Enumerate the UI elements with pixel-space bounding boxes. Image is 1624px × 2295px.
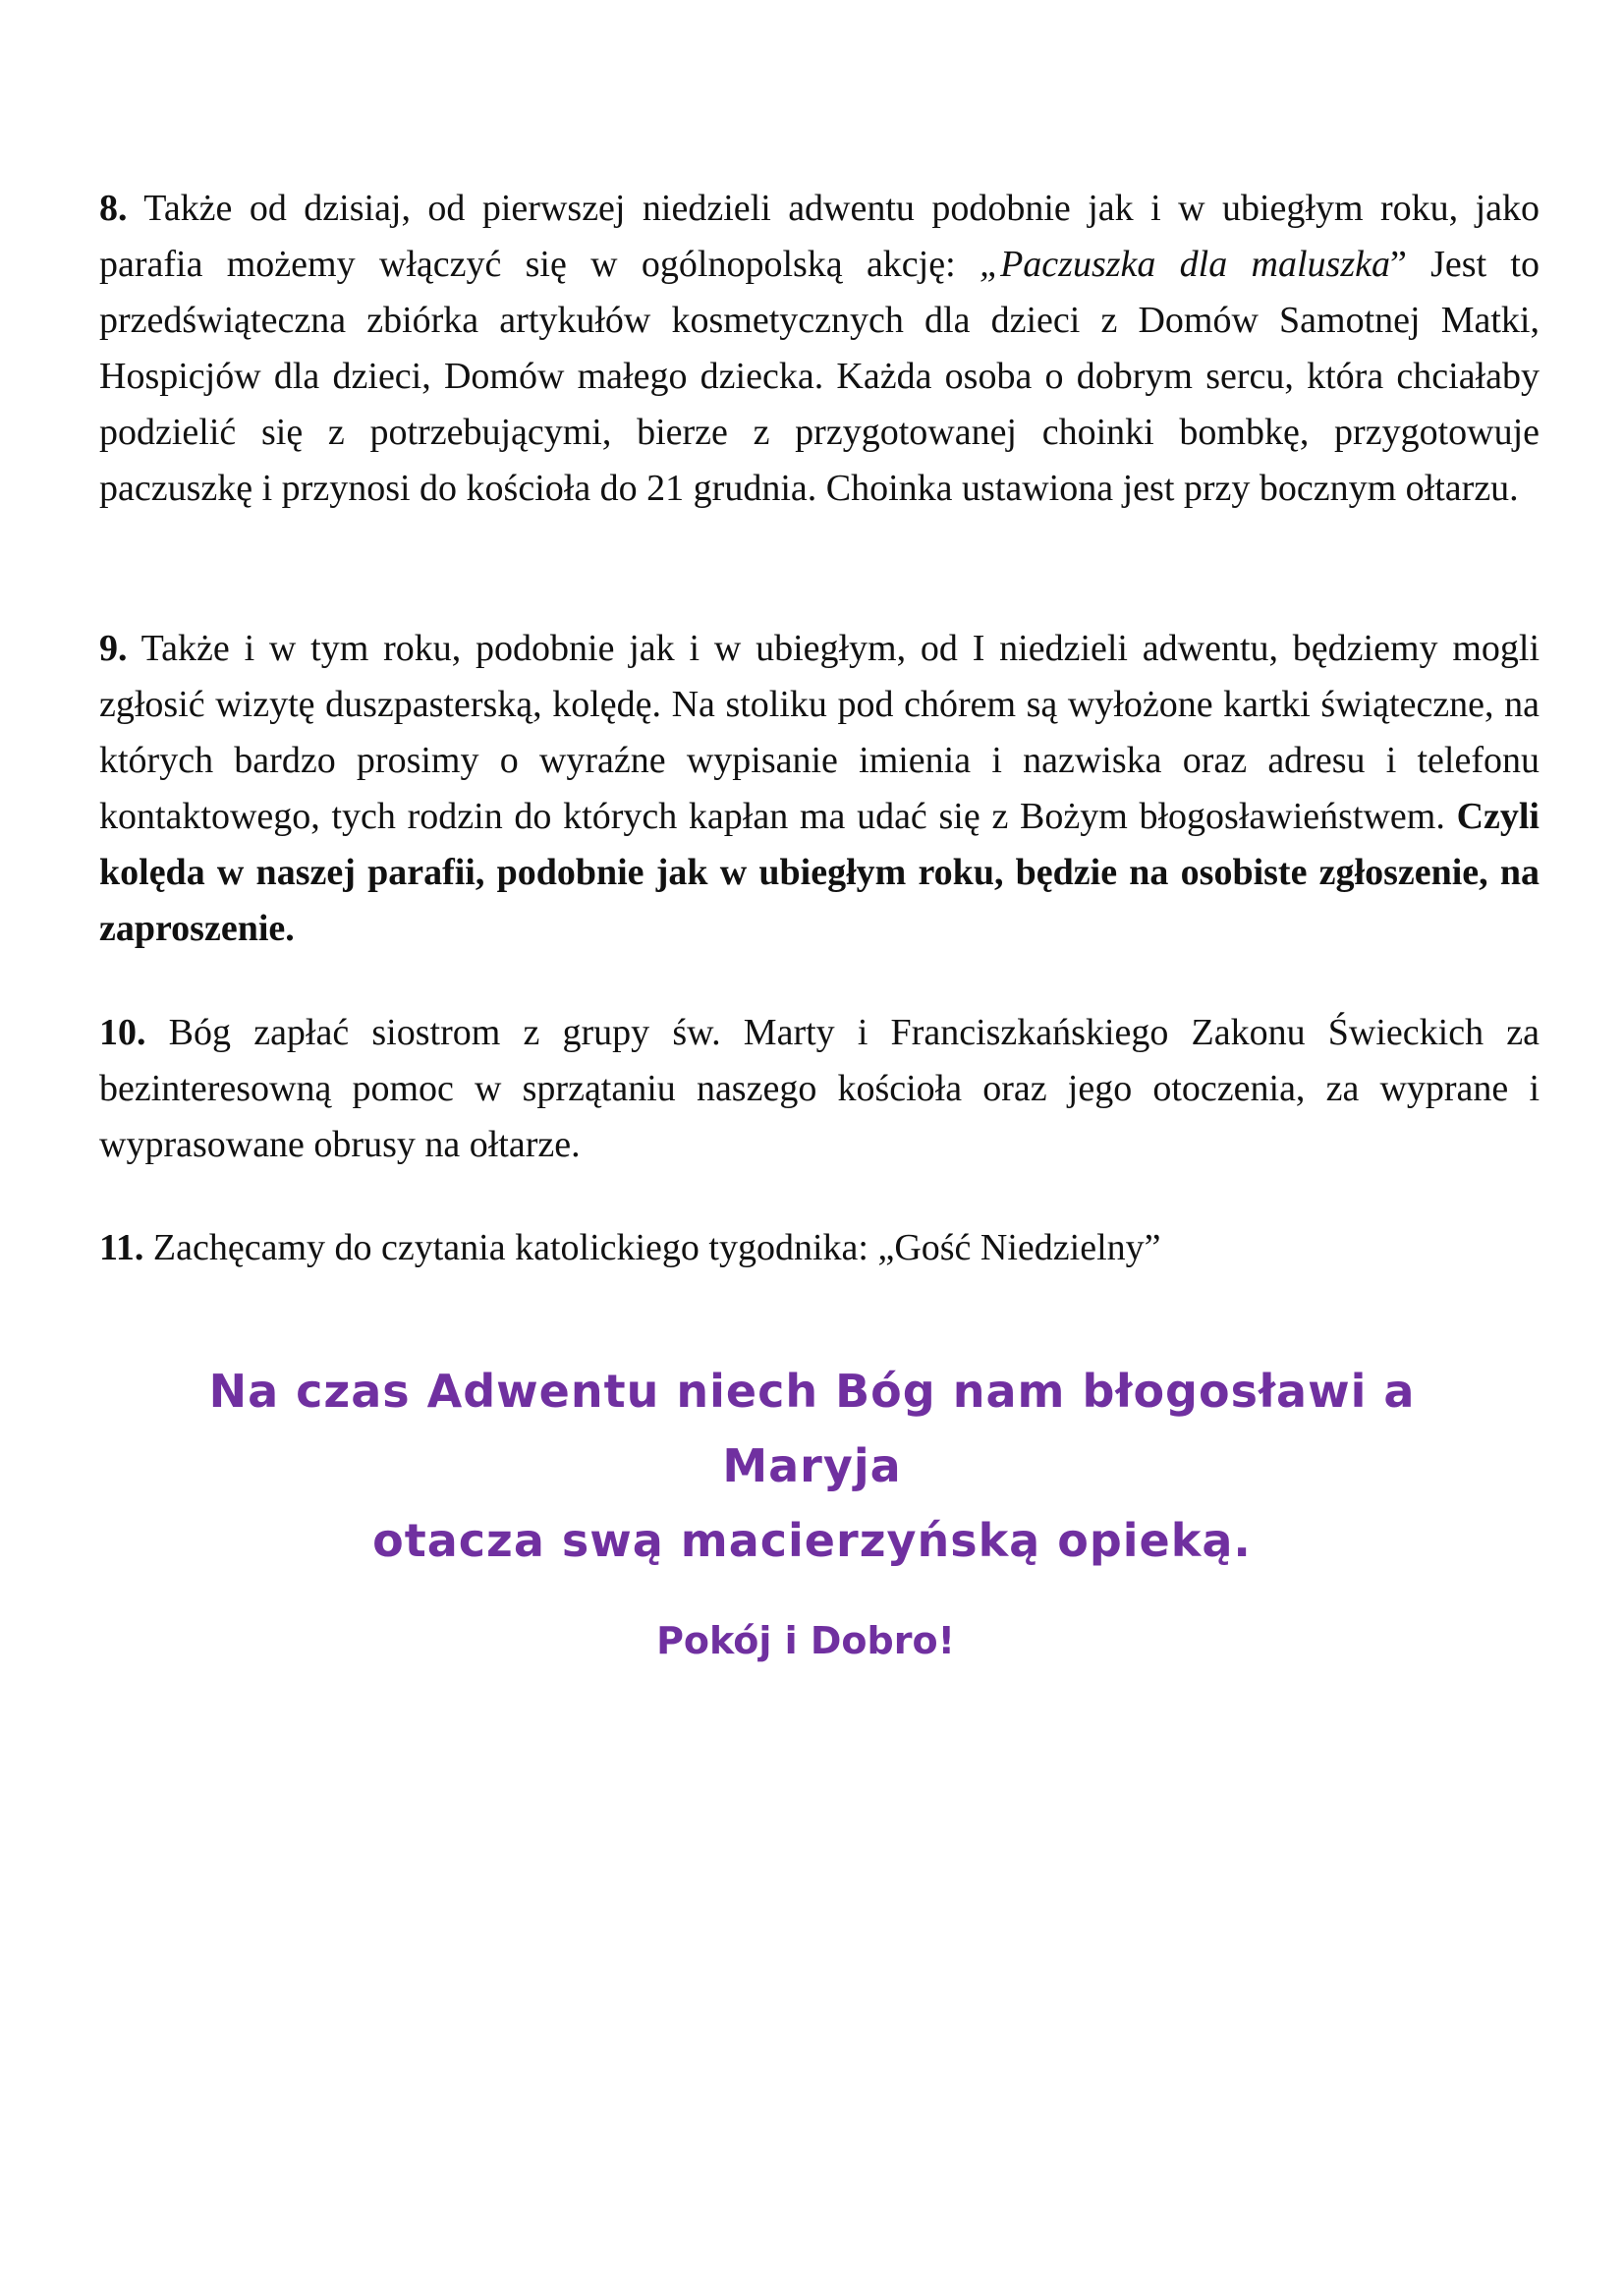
blessing-line-1: Na czas Adwentu niech Bóg nam błogosławi a Maryja — [208, 1365, 1416, 1492]
announcement-text: Także i w tym roku, podobnie jak i w ubiegłym, od I niedzieli adwentu, będziemy mogli zgłosić wizytę duszpasterską, kolędę. Na stoliku pod chórem są wyłożone kartki świąteczne, na których bardzo prosimy o wyraźne wypisanie imienia i nazwiska oraz adresu i telefonu kontaktowego, tych rodzin do których kapłan ma udać się z Bożym błogosławieństwem. — [99, 628, 1540, 837]
blessing-line-2: otacza swą macierzyńską opieką. — [372, 1514, 1252, 1567]
announcement-text: Zachęcamy do czytania katolickiego tygodnika: „Gość Niedzielny” — [143, 1227, 1161, 1268]
advent-blessing — [118, 1354, 1506, 1578]
announcement-emphasis: Czyli kolęda w naszej parafii, podobnie jak w ubiegłym roku, będzie na osobiste zgłoszenie, na zaproszenie. — [99, 796, 1540, 949]
peace-and-good: Pokój i Dobro! — [656, 1619, 955, 1662]
announcement-10 — [99, 1005, 1540, 1173]
announcement-8 — [99, 181, 1540, 517]
announcement-number: 10. — [99, 1012, 146, 1053]
campaign-name: „Paczuszka dla maluszka — [979, 244, 1390, 285]
announcement-text: Bóg zapłać siostrom z grupy św. Marty i Franciszkańskiego Zakonu Świeckich za bezinteresowną pomoc w sprzątaniu naszego kościoła oraz jego otoczenia, za wyprane i wyprasowane obrusy na ołtarze. — [99, 1012, 1540, 1165]
announcement-9 — [99, 621, 1540, 957]
announcement-text-continued: ” Jest to przedświąteczna zbiórka artykułów kosmetycznych dla dzieci z Domów Samotnej Matki, Hospicjów dla dzieci, Domów małego dziecka. Każda osoba o dobrym sercu, która chciałaby podzielić się z potrzebującymi, bierze z przygotowanej choinki bombkę, przygotowuje paczuszkę i przynosi do kościoła do 21 grudnia. Choinka ustawiona jest przy bocznym ołtarzu. — [99, 244, 1540, 509]
announcement-number: 11. — [99, 1227, 144, 1268]
announcement-number: 8. — [99, 188, 128, 229]
announcement-number: 9. — [99, 628, 128, 669]
announcement-11 — [99, 1220, 1540, 1276]
announcement-text: Także od dzisiaj, od pierwszej niedzieli adwentu podobnie jak i w ubiegłym roku, jako parafia możemy włączyć się w ogólnopolską akcję: — [99, 188, 1540, 285]
